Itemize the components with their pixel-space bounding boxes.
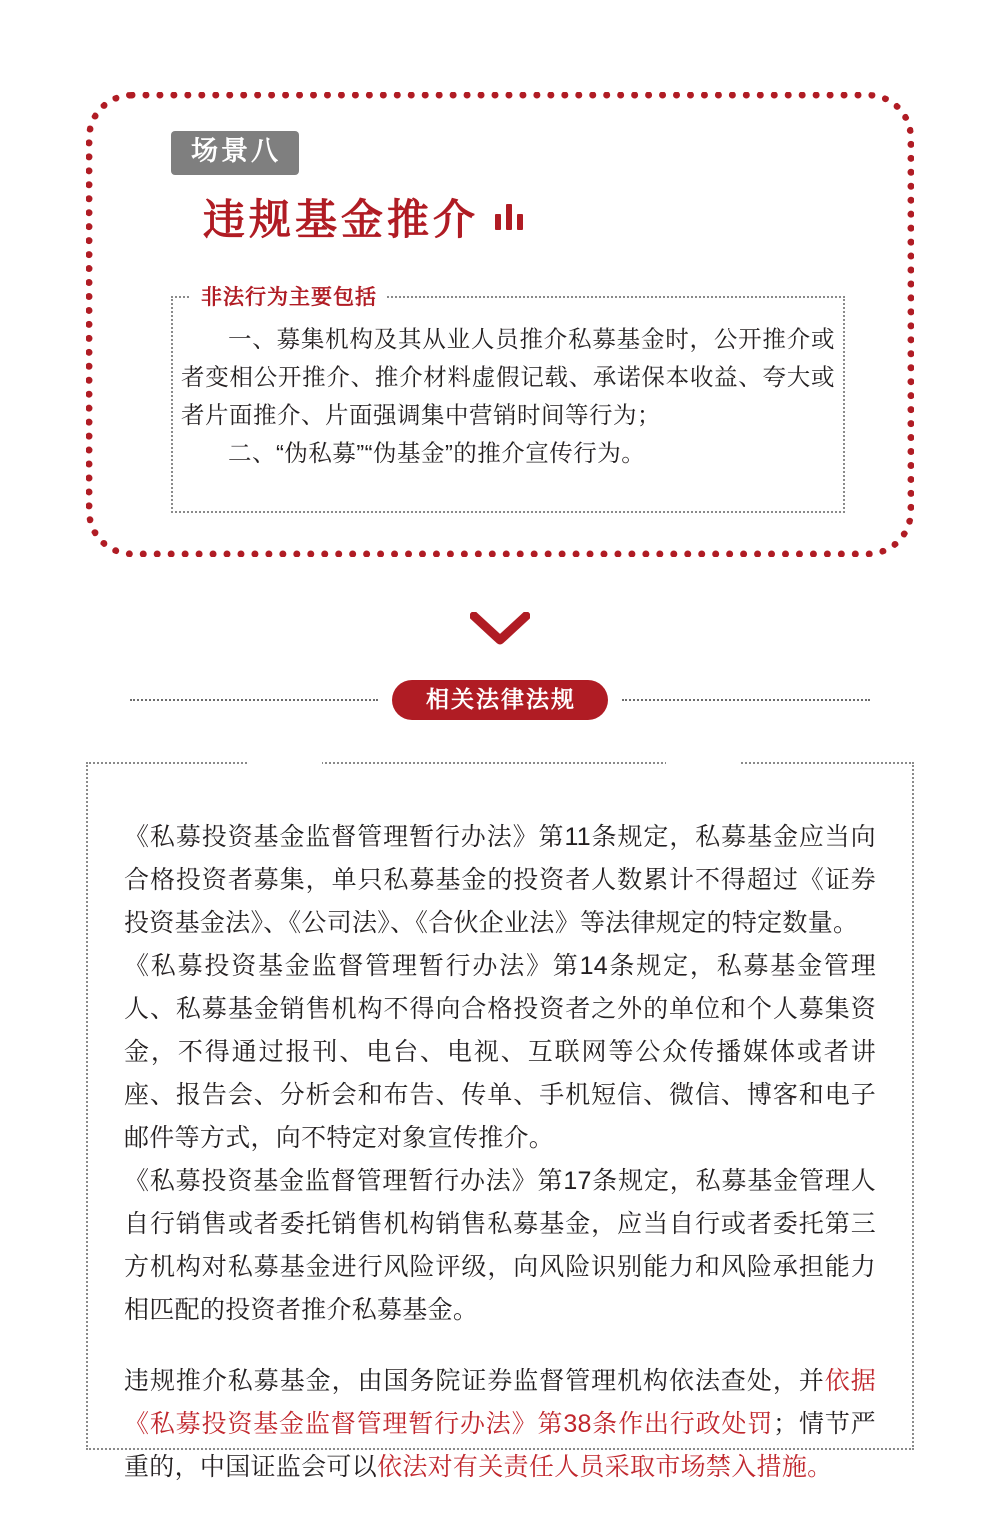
illegal-behaviour-list xyxy=(181,320,835,472)
law-reference-box xyxy=(86,762,914,1481)
law-paragraph: 《私募投资基金监督管理暂行办法》第17条规定，私募基金管理人自行销售或者委托销售机构销售私募基金，应当自行或者委托第三方机构对私募基金进行风险评级，向风险识别能力和风险承担能力相匹配的投资者推介私募基金。 xyxy=(124,1167,876,1324)
divider-line-right xyxy=(622,699,870,701)
section-divider xyxy=(130,680,870,718)
law-paragraph: 《私募投资基金监督管理暂行办法》第14条规定，私募基金管理人、私募基金销售机构不得向合格投资者之外的单位和个人募集资金，不得通过报刊、电台、电视、互联网等公众传播媒体或者讲座、报告会、分析会和布告、传单、手机短信、微信、博客和电子邮件等方式，向不特定对象宣传推介。 xyxy=(124,952,876,1152)
scenario-tag: 场景八 xyxy=(171,131,299,175)
chevron-down-icon xyxy=(470,612,530,646)
penalty-highlight-2: 依法对有关责任人员采取市场禁入措施。 xyxy=(377,1453,833,1481)
law-text xyxy=(124,816,876,1489)
illegal-behaviour-box xyxy=(171,286,845,513)
illegal-behaviour-legend: 非法行为主要包括 xyxy=(191,281,387,311)
border-gap xyxy=(666,760,740,768)
sound-bars-icon xyxy=(495,200,523,234)
scenario-card xyxy=(86,92,914,557)
illegal-item: 一、募集机构及其从业人员推介私募基金时，公开推介或者变相公开推介、推介材料虚假记载、承诺保本收益、夸大或者片面推介、片面强调集中营销时间等行为； xyxy=(181,326,835,429)
penalty-highlight-1: 依据《私募投资基金监督管理暂行办法》第38条作出行政处罚 xyxy=(124,1367,876,1438)
border-gap xyxy=(248,760,322,768)
divider-line-left xyxy=(130,699,378,701)
section-badge: 相关法律法规 xyxy=(392,680,608,720)
page-title xyxy=(203,187,523,247)
penalty-text-part2: ；情节严重的，中国证监会可以 xyxy=(124,1410,876,1481)
law-paragraph: 《私募投资基金监督管理暂行办法》第11条规定，私募基金应当向合格投资者募集，单只私募基金的投资者人数累计不得超过《证券投资基金法》、《公司法》、《合伙企业法》等法律规定的特定数量。 xyxy=(124,823,876,937)
page-title-text: 违规基金推介 xyxy=(203,196,480,243)
illegal-item: 二、“伪私募”“伪基金”的推介宣传行为。 xyxy=(228,440,646,467)
penalty-paragraph xyxy=(124,1360,876,1489)
penalty-text-part1: 违规推介私募基金，由国务院证券监督管理机构依法查处，并 xyxy=(124,1367,825,1395)
